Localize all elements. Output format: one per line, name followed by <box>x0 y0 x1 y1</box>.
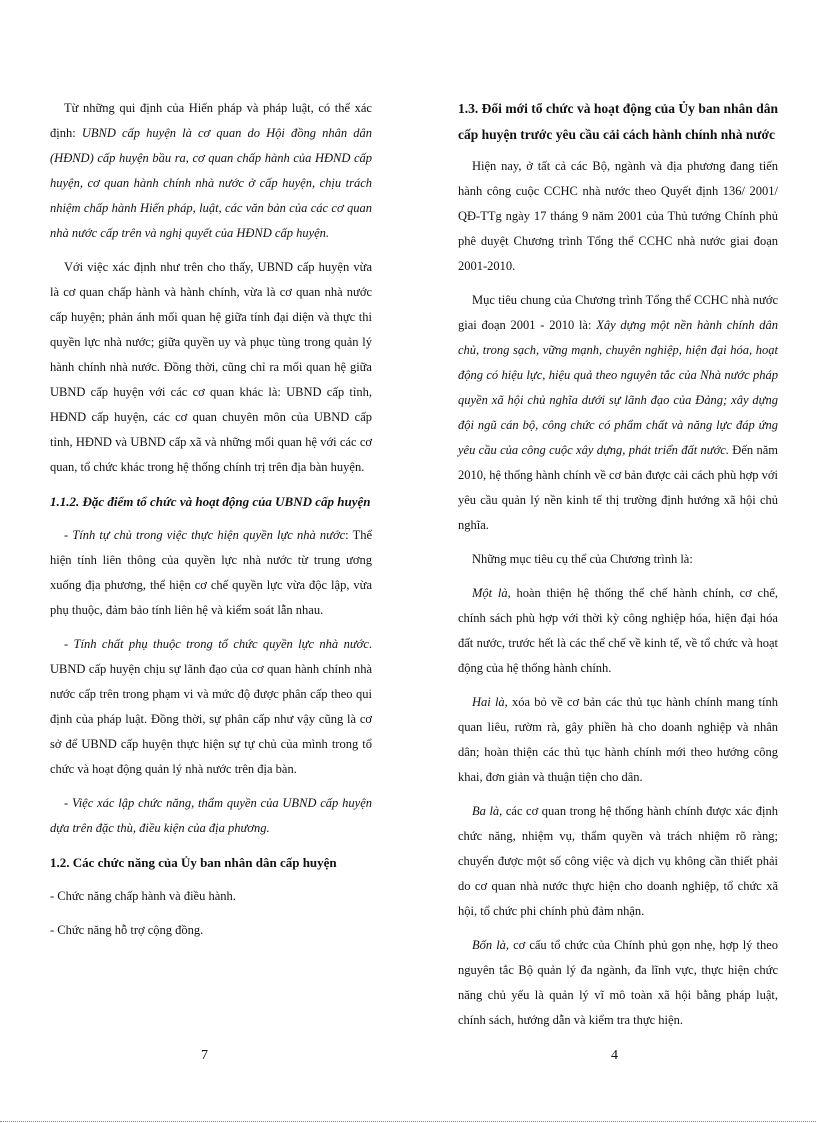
left-paragraph-2: Với việc xác định như trên cho thấy, UBND cấp huyện vừa là cơ quan chấp hành và hành chính, vừa là cơ quan nhà nước cấp huyện; phản ánh mối quan hệ giữa tính đại diện và thực thi quyền lực nhà nước; giữa quyền uy và phục tùng trong quản lý hành chính nhà nước. Đồng thời, cũng chỉ ra mối quan hệ giữa UBND cấp huyện với các cơ quan khác là: UBND cấp tỉnh, HĐND cấp huyện, các cơ quan chuyên môn của UBND cấp tỉnh, HĐND và UBND cấp xã và những mối quan hệ với các cơ quan, tổ chức khác trong hệ thống chính trị trên địa bàn huyện. <box>50 260 372 474</box>
right-paragraph-1: Hiện nay, ở tất cả các Bộ, ngành và địa phương đang tiến hành công cuộc CCHC nhà nước theo Quyết định 136/ 2001/ QĐ-TTg ngày 17 tháng 9 năm 2001 của Thủ tướng Chính phủ phê duyệt Chương trình Tổng thể CCHC nhà nước giai đoạn 2001-2010. <box>458 159 778 273</box>
right-paragraph-3: Những mục tiêu cụ thể của Chương trình là: <box>472 552 693 566</box>
function-item-2: - Chức năng hỗ trợ cộng đồng. <box>50 923 204 937</box>
right-page-column <box>458 96 778 1042</box>
bottom-dotted-border <box>0 1121 816 1122</box>
right-paragraph-2: Mục tiêu chung của Chương trình Tổng thể CCHC nhà nước giai đoạn 2001 - 2010 là: Xây dựng một nền hành chính dân chủ, trong sạch, vững mạnh, chuyên nghiệp, hiện đại hóa, hoạt động có hiệu lực, hiệu quả theo nguyên tắc của Nhà nước pháp quyền xã hội chủ nghĩa dưới sự lãnh đạo của Đảng; xây dựng đội ngũ cán bộ, công chức có phẩm chất và năng lực đáp ứng yêu cầu của công cuộc xây dựng, phát triển đất nước. Đến năm 2010, hệ thống hành chính về cơ bản được cải cách phù hợp với yêu cầu quản lý nền kinh tế thị trường định hướng xã hội chủ nghĩa. <box>458 293 778 532</box>
left-paragraph-4: - Tính chất phụ thuộc trong tổ chức quyền lực nhà nước. UBND cấp huyện chịu sự lãnh đạo của cơ quan hành chính nhà nước cấp trên trong phạm vi và mức độ được phân cấp theo qui định của pháp luật. Đồng thời, sự phân cấp như vậy cũng là cơ sở để UBND cấp huyện thực hiện sự tự chủ của mình trong tổ chức và hoạt động quản lý nhà nước trên địa bàn. <box>50 637 372 776</box>
section-heading-1-3: 1.3. Đổi mới tổ chức và hoạt động của Ủy ban nhân dân cấp huyện trước yêu cầu cải cách hành chính nhà nước <box>458 101 778 142</box>
function-item-1: - Chức năng chấp hành và điều hành. <box>50 889 236 903</box>
right-paragraph-7: Bốn là, cơ cấu tổ chức của Chính phủ gọn nhẹ, hợp lý theo nguyên tắc Bộ quản lý đa ngành, đa lĩnh vực, thực hiện chức năng chủ yếu là quản lý vĩ mô toàn xã hội bằng pháp luật, chính sách, hướng dẫn và kiểm tra thực hiện. <box>458 938 778 1027</box>
left-page-column <box>50 96 372 952</box>
right-paragraph-4: Một là, hoàn thiện hệ thống thể chế hành chính, cơ chế, chính sách phù hợp với thời kỳ công nghiệp hóa, hiện đại hóa đất nước, trước hết là các thể chế về kinh tế, về tổ chức và hoạt động của hệ thống hành chính. <box>458 586 778 675</box>
right-paragraph-5: Hai là, xóa bỏ về cơ bản các thủ tục hành chính mang tính quan liêu, rườm rà, gây phiền hà cho doanh nghiệp và nhân dân; hoàn thiện các thủ tục hành chính mới theo hướng công khai, đơn giản và thuận tiện cho dân. <box>458 695 778 784</box>
left-paragraph-5: - Việc xác lập chức năng, thẩm quyền của UBND cấp huyện dựa trên đặc thù, điều kiện của địa phương. <box>50 796 372 835</box>
left-page-number: 7 <box>201 1048 208 1063</box>
section-heading-1-2: 1.2. Các chức năng của Ủy ban nhân dân cấp huyện <box>50 855 337 870</box>
section-heading-1-1-2: 1.1.2. Đặc điểm tổ chức và hoạt động của UBND cấp huyện <box>50 494 371 509</box>
right-paragraph-6: Ba là, các cơ quan trong hệ thống hành chính được xác định chức năng, nhiệm vụ, thẩm quyền và trách nhiệm rõ ràng; chuyển được một số công việc và dịch vụ không cần thiết phải do cơ quan nhà nước thực hiện cho doanh nghiệp, tổ chức xã hội, tổ chức phi chính phủ đảm nhận. <box>458 804 778 918</box>
left-paragraph-1: Từ những qui định của Hiến pháp và pháp luật, có thể xác định: UBND cấp huyện là cơ quan do Hội đồng nhân dân (HĐND) cấp huyện bầu ra, cơ quan chấp hành của HĐND cấp huyện, cơ quan hành chính nhà nước ở cấp huyện, chịu trách nhiệm chấp hành Hiến pháp, luật, các văn bản của các cơ quan nhà nước cấp trên và nghị quyết của HĐND cấp huyện. <box>50 101 372 240</box>
right-page-number: 4 <box>611 1048 618 1063</box>
left-paragraph-3: - Tính tự chủ trong việc thực hiện quyền lực nhà nước: Thể hiện tính liên thông của quyền lực nhà nước từ trung ương xuống địa phương, thể hiện cơ chế quyền lực vừa độc lập, vừa phụ thuộc, đảm bảo tính liên hệ và kiểm soát lẫn nhau. <box>50 528 373 617</box>
